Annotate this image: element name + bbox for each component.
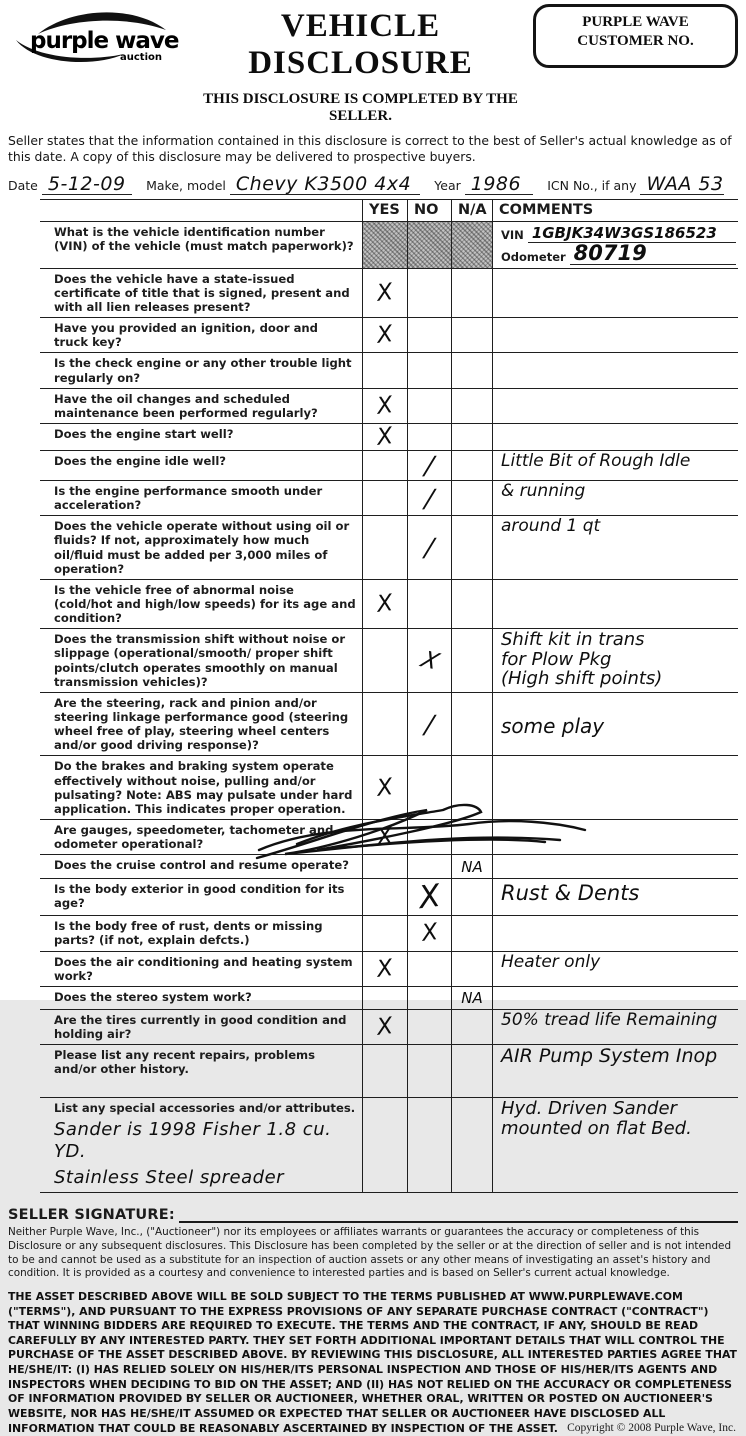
table-row: [40, 820, 738, 855]
no-checkbox-cell: [407, 820, 451, 854]
handwritten-mark-x: X: [375, 279, 395, 307]
no-checkbox-cell: [407, 269, 451, 317]
handwritten-comment: & running: [501, 481, 586, 502]
yes-checkbox-cell: [362, 1098, 407, 1192]
page-subtitle: THIS DISCLOSURE IS COMPLETED BY THE SELLER.: [203, 91, 518, 124]
handwritten-mark-slash: /: [423, 483, 436, 513]
no-checkbox-cell: [407, 952, 451, 986]
na-checkbox-cell: [451, 269, 492, 317]
no-checkbox-cell: [407, 756, 451, 819]
no-checkbox-cell: [407, 451, 451, 480]
table-row: [40, 1010, 738, 1045]
date-value: 5-12-09: [47, 172, 126, 195]
yes-checkbox-cell: [362, 269, 407, 317]
na-header: N/A: [451, 200, 492, 221]
comment-cell: [492, 1045, 738, 1097]
make-model-value: Chevy K3500 4x4: [235, 172, 412, 195]
table-row: [40, 580, 738, 629]
question-text: Are the steering, rack and pinion and/or steering linkage performance good (steering wheel free of play, steering wheel centers and/or good driving response)?: [54, 695, 349, 753]
no-checkbox-cell: [407, 580, 451, 628]
date-label: Date: [8, 177, 38, 193]
no-checkbox-cell: [407, 1010, 451, 1044]
handwritten-comment: (High shift points): [501, 668, 663, 690]
handwritten-mark-x: X: [416, 878, 443, 917]
handwritten-mark-na: NA: [461, 857, 483, 876]
comment-cell: [492, 1010, 738, 1044]
table-row: [40, 222, 738, 269]
yes-checkbox-cell: [362, 318, 407, 352]
handwritten-comment: Hyd. Driven Sander: [501, 1098, 677, 1120]
table-row: [40, 269, 738, 318]
table-row: [40, 916, 738, 951]
handwritten-mark-x: X: [375, 773, 395, 802]
handwritten-comment: for Plow Pkg: [501, 648, 612, 670]
comment-cell: [492, 1098, 738, 1192]
no-checkbox-cell: [407, 916, 451, 950]
handwritten-mark-slash: /: [423, 451, 436, 481]
no-checkbox-cell: [407, 1098, 451, 1192]
question-text: Have the oil changes and scheduled maintenance been performed regularly?: [54, 391, 318, 420]
handwritten-mark-x: X: [420, 919, 439, 948]
question-text: Are gauges, speedometer, tachometer and odometer operational?: [54, 822, 334, 852]
customer-number-box: PURPLE WAVE CUSTOMER NO.: [533, 4, 738, 68]
question-text: Does the air conditioning and heating system work?: [54, 954, 353, 983]
year-field: [465, 172, 533, 195]
question-text: Does the vehicle have a state-issued certificate of title that is signed, present and with all lien releases present?: [54, 271, 350, 315]
comment-cell: [492, 879, 738, 915]
handwritten-mark-x: X: [375, 423, 395, 451]
vehicle-info-line: [8, 172, 738, 195]
na-checkbox-cell: [451, 389, 492, 423]
yes-checkbox-cell: [362, 222, 407, 268]
question-text: Is the engine performance smooth under acceleration?: [54, 484, 323, 513]
na-checkbox-cell: [451, 451, 492, 480]
yes-checkbox-cell: [362, 1010, 407, 1044]
na-checkbox-cell: [451, 855, 492, 878]
na-checkbox-cell: [451, 756, 492, 819]
no-checkbox-cell: [407, 693, 451, 756]
yes-checkbox-cell: [362, 451, 407, 480]
handwritten-mark-slash: /: [423, 533, 436, 563]
terms-text: THE ASSET DESCRIBED ABOVE WILL BE SOLD SUBJECT TO THE TERMS PUBLISHED AT WWW.PURPLEWAVE.COM ("TERMS"), AND PURSUANT TO THE EXPRESS PROVISIONS OF ANY SEPARATE PURCHASE CONTRACT ("CONTRACT") THAT WINNING BIDDERS ARE REQUIRED TO EXECUTE. THE TERMS AND THE CONTRACT, IF ANY, SHOULD BE READ CAREFULLY BY ANY INTERESTED PARTY. THEY SET FORTH ADDITIONAL IMPORTANT DETAILS THAT WILL CONTROL THE PURCHASE OF THE ASSET DESCRIBED ABOVE. BY REVIEWING THIS DISCLOSURE, ALL INTERESTED PARTIES AGREE THAT HE/SHE/IT: (I) HAS RELIED SOLELY ON HIS/HER/ITS PERSONAL INSPECTION AND THOSE OF HIS/HER/ITS AGENTS AND INSPECTORS WHEN DECIDING TO BID ON THE ASSET; AND (II) HAS NOT RELIED ON THE ACCURACY OR COMPLETENESS OF INFORMATION PROVIDED BY SELLER OR AUCTIONEER, WHETHER ORAL, WRITTEN OR POSTED ON AUCTIONEER'S WEBSITE, NOR HAS HE/SHE/IT ASSUMED OR EXPECTED THAT SELLER OR AUCTIONEER HAVE DISCLOSED ALL INFORMATION THAT COULD BE REASONABLY ASCERTAINED BY INSPECTION OF THE ASSET.: [8, 1290, 737, 1435]
comment-cell: [492, 820, 738, 854]
no-checkbox-cell: [407, 389, 451, 423]
comment-cell: [492, 318, 738, 352]
handwritten-comment: Heater only: [501, 951, 601, 972]
question-text: Does the stereo system work?: [54, 989, 252, 1004]
no-checkbox-cell: [407, 855, 451, 878]
handwritten-note: Stainless Steel spreader: [54, 1167, 285, 1189]
handwritten-comment: AIR Pump System Inop: [501, 1045, 718, 1068]
seller-signature-line: [179, 1211, 738, 1223]
na-checkbox-cell: [451, 516, 492, 579]
handwritten-mark-x: X: [375, 1013, 395, 1041]
vin-line: [501, 224, 736, 243]
question-text: Is the vehicle free of abnormal noise (cold/hot and high/low speeds) for its age and condition?: [54, 582, 356, 626]
question-text: Have you provided an ignition, door and truck key?: [54, 321, 318, 350]
seller-signature-label: SELLER SIGNATURE:: [8, 1207, 175, 1224]
yes-checkbox-cell: [362, 1045, 407, 1097]
handwritten-mark-x: X: [375, 954, 395, 983]
question-text: What is the vehicle identification number (VIN) of the vehicle (must match paperwork)?: [54, 224, 354, 253]
table-row: [40, 451, 738, 481]
no-checkbox-cell: [407, 516, 451, 579]
no-checkbox-cell: [407, 222, 451, 268]
question-text: Does the cruise control and resume operate?: [54, 858, 349, 873]
yes-checkbox-cell: [362, 952, 407, 986]
comment-cell: [492, 516, 738, 579]
table-row: [40, 855, 738, 879]
no-checkbox-cell: [407, 353, 451, 387]
table-header-row: [40, 199, 738, 222]
logo-subtext: auction: [120, 52, 162, 63]
na-checkbox-cell: [451, 318, 492, 352]
comment-cell: [492, 952, 738, 986]
seller-signature-row: [8, 1207, 738, 1223]
na-checkbox-cell: [451, 353, 492, 387]
comment-cell: [492, 389, 738, 423]
table-row: [40, 318, 738, 353]
comment-cell: [492, 916, 738, 950]
yes-checkbox-cell: [362, 389, 407, 423]
question-text: Is the body exterior in good condition for its age?: [54, 882, 345, 911]
na-checkbox-cell: [451, 879, 492, 915]
handwritten-comment: 50% tread life Remaining: [501, 1009, 718, 1030]
yes-checkbox-cell: [362, 481, 407, 515]
intro-text: Seller states that the information contained in this disclosure is correct to the best of Seller's actual knowledge as of this date. A copy of this disclosure may be delivered to prospective buyers.: [8, 133, 732, 165]
handwritten-comment: around 1 qt: [501, 516, 601, 537]
na-checkbox-cell: [451, 1098, 492, 1192]
vin-value: 1GBJK34W3GS186523: [528, 224, 736, 243]
handwritten-mark-x: X: [416, 646, 443, 675]
comment-cell: [492, 756, 738, 819]
logo-text: purple wave: [30, 28, 179, 54]
na-checkbox-cell: [451, 820, 492, 854]
questions-table: [40, 199, 738, 1193]
table-row: [40, 481, 738, 516]
yes-checkbox-cell: [362, 820, 407, 854]
yes-checkbox-cell: [362, 756, 407, 819]
question-text: Please list any recent repairs, problems and/or other history.: [54, 1048, 316, 1077]
yes-checkbox-cell: [362, 916, 407, 950]
yes-checkbox-cell: [362, 987, 407, 1009]
table-row: [40, 353, 738, 388]
handwritten-mark-x: X: [375, 392, 395, 420]
question-text: Is the check engine or any other trouble light regularly on?: [54, 356, 352, 385]
na-checkbox-cell: [451, 424, 492, 450]
year-label: Year: [434, 177, 461, 193]
icn-field: [640, 172, 724, 195]
year-value: 1986: [470, 172, 522, 195]
table-row: [40, 987, 738, 1010]
no-checkbox-cell: [407, 629, 451, 692]
yes-checkbox-cell: [362, 855, 407, 878]
question-text: Is the body free of rust, dents or missing parts? (if not, explain defcts.): [54, 919, 323, 948]
handwritten-mark-x: X: [375, 321, 395, 350]
table-row: [40, 1045, 738, 1098]
yes-header: YES: [362, 200, 407, 221]
comment-cell: [492, 269, 738, 317]
table-row: [40, 1098, 738, 1193]
comment-cell: [492, 855, 738, 878]
table-row: [40, 629, 738, 693]
make-model-label: Make, model: [146, 177, 226, 193]
yes-checkbox-cell: [362, 580, 407, 628]
icn-label: ICN No., if any: [547, 177, 637, 193]
comments-header: COMMENTS: [492, 200, 738, 221]
icn-value: WAA 53: [646, 172, 724, 195]
handwritten-comment: some play: [501, 713, 605, 738]
handwritten-mark-x: X: [375, 823, 395, 851]
yes-checkbox-cell: [362, 693, 407, 756]
comment-cell: [492, 987, 738, 1009]
page-title: VEHICLE DISCLOSURE: [248, 8, 473, 81]
comment-cell: [492, 222, 738, 268]
comment-cell: [492, 693, 738, 756]
handwritten-mark-slash: /: [423, 709, 436, 739]
no-checkbox-cell: [407, 481, 451, 515]
table-row: [40, 424, 738, 451]
question-text: List any special accessories and/or attributes. Sander is 1998 Fisher 1.8 cu. YD. Stainless Steel spreader: [54, 1101, 356, 1189]
vin-label: VIN: [501, 227, 524, 242]
question-text: Does the vehicle operate without using oil or fluids? If not, approximately how much oil/fluid must be added per 3,000 miles of operation?: [54, 519, 350, 576]
handwritten-comment: Little Bit of Rough Idle: [501, 451, 691, 472]
make-model-field: [230, 172, 420, 195]
na-checkbox-cell: [451, 481, 492, 515]
na-checkbox-cell: [451, 222, 492, 268]
table-row: [40, 756, 738, 820]
table-row: [40, 693, 738, 757]
no-checkbox-cell: [407, 879, 451, 915]
handwritten-mark-x: X: [375, 590, 395, 618]
handwritten-mark-na: NA: [461, 988, 483, 1007]
no-checkbox-cell: [407, 318, 451, 352]
handwritten-note: Sander is 1998 Fisher 1.8 cu. YD.: [54, 1119, 332, 1163]
table-row: [40, 516, 738, 580]
na-checkbox-cell: [451, 629, 492, 692]
handwritten-comment: Rust & Dents: [501, 881, 640, 906]
questions-table-body: [40, 222, 738, 1193]
yes-checkbox-cell: [362, 353, 407, 387]
yes-checkbox-cell: [362, 424, 407, 450]
table-row: [40, 952, 738, 987]
na-checkbox-cell: [451, 987, 492, 1009]
comment-cell: [492, 353, 738, 387]
question-text: Do the brakes and braking system operate effectively without noise, pulling and/or pulsating? Note: ABS may pulsate under hard application. This indicates proper operation.: [54, 759, 353, 816]
question-text: Does the engine idle well?: [54, 454, 227, 469]
na-checkbox-cell: [451, 693, 492, 756]
date-field: [42, 172, 132, 195]
purple-wave-logo: [8, 4, 183, 70]
question-text: Are the tires currently in good condition and holding air?: [54, 1012, 347, 1041]
odometer-value: 80719: [570, 244, 736, 265]
handwritten-comment: Shift kit in trans: [501, 629, 645, 651]
no-checkbox-cell: [407, 987, 451, 1009]
no-checkbox-cell: [407, 1045, 451, 1097]
comment-cell: [492, 629, 738, 692]
yes-checkbox-cell: [362, 516, 407, 579]
odometer-line: [501, 240, 736, 265]
question-text: Does the engine start well?: [54, 427, 234, 442]
yes-checkbox-cell: [362, 879, 407, 915]
no-checkbox-cell: [407, 424, 451, 450]
table-row: [40, 389, 738, 424]
na-checkbox-cell: [451, 1045, 492, 1097]
form-header: [8, 4, 738, 125]
comment-cell: [492, 481, 738, 515]
na-checkbox-cell: [451, 916, 492, 950]
na-checkbox-cell: [451, 580, 492, 628]
comment-cell: [492, 580, 738, 628]
comment-cell: [492, 451, 738, 480]
na-checkbox-cell: [451, 1010, 492, 1044]
odometer-label: Odometer: [501, 249, 566, 264]
handwritten-comment: mounted on flat Bed.: [501, 1117, 692, 1139]
copyright-text: Copyright © 2008 Purple Wave, Inc.: [567, 1422, 736, 1435]
comment-cell: [492, 424, 738, 450]
table-row: [40, 879, 738, 916]
question-text: Does the transmission shift without noise or slippage (operational/smooth/ proper shift points/clutch operates smoothly on manual transmission vehicles)?: [54, 632, 346, 689]
no-header: NO: [407, 200, 451, 221]
yes-checkbox-cell: [362, 629, 407, 692]
disclaimer-text: Neither Purple Wave, Inc., ("Auctioneer") nor its employees or affiliates warrants or guarantees the accuracy or completeness of this Disclosure or any subsequent disclosures. This Disclosure has been completed by the seller or at the direction of seller and is not intended to be and cannot be used as a substitute for an inspection of auction assets or any other means of investigating an asset's history and condition. It is provided as a courtesy and convenience to interested parties and is based on Seller's current actual knowledge.: [8, 1226, 732, 1280]
na-checkbox-cell: [451, 952, 492, 986]
